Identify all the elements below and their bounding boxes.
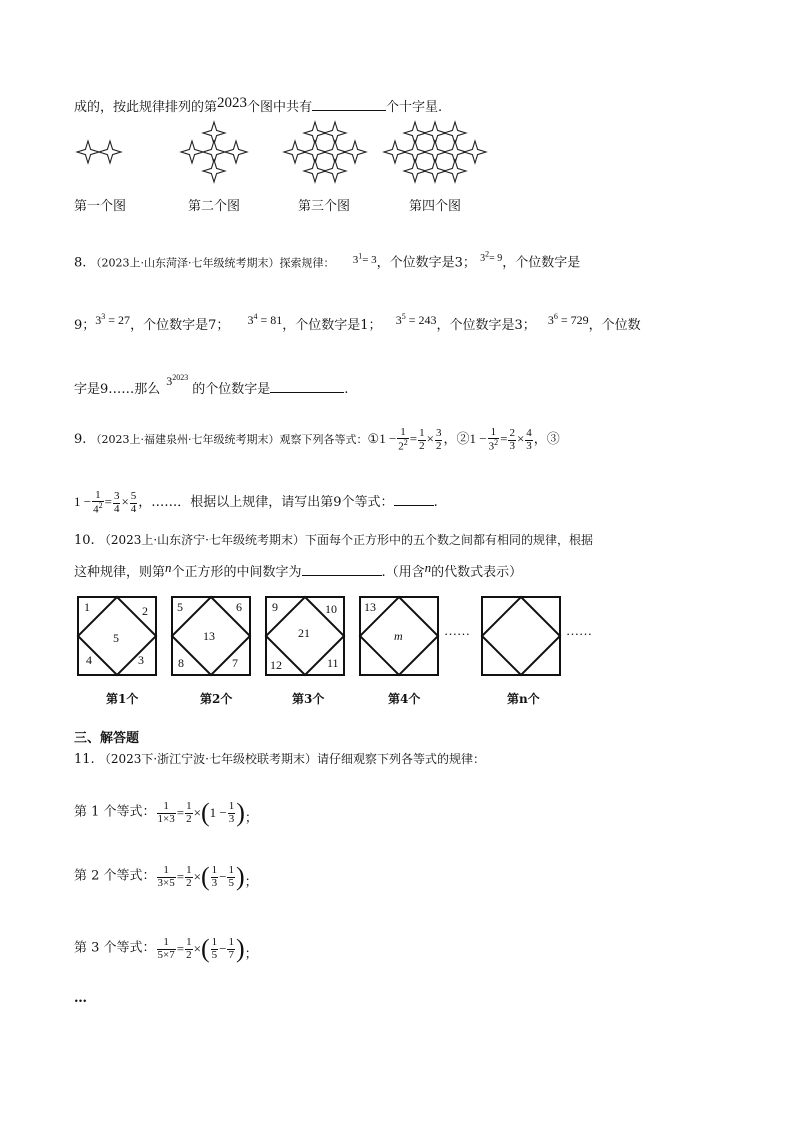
sq2-top-right: 6: [236, 600, 242, 614]
star-icon: [324, 160, 346, 182]
square-n-outline: [482, 597, 560, 675]
q11-eq-3-row: [74, 928, 258, 975]
star-icon: [225, 141, 247, 163]
q9-l2-tail: ，……．根据以上规律，请写出第9个等式：: [138, 495, 394, 510]
q10-source: （2023上·山东济宁·七年级统考期末）下面每个正方形中的五个数之间都有相同的规律，根据: [98, 533, 593, 547]
q11-number: 11.: [74, 752, 95, 767]
star-icon: [181, 141, 203, 163]
sq3-bottom-right: 11: [327, 656, 339, 670]
star-icon: [344, 141, 366, 163]
q8-eq-2: 32= 9: [480, 249, 503, 264]
q10-number: 10.: [74, 533, 95, 548]
q11-eq-1-semi: ；: [244, 811, 258, 826]
figure-label-4: 第四个图: [409, 199, 462, 214]
square-3-label: 第3个: [292, 692, 325, 706]
q11-eq-3-label: 第 3 个等式：: [74, 940, 156, 956]
q8-line-1: [74, 249, 581, 271]
star-icon: [99, 141, 121, 163]
section-heading: 三、解答题: [74, 731, 140, 746]
q8-line-3: [74, 373, 349, 397]
q8-text-1: ，个位数字是3；: [376, 255, 476, 271]
sq3-top-left: 9: [272, 600, 278, 614]
q10-answer-blank: [302, 565, 382, 576]
figure-label-2: 第二个图: [188, 199, 241, 214]
q8-eq-3: $3^3 = 27$: [95, 312, 131, 327]
q11-eq-2-row: [74, 856, 258, 903]
q7-text-end: 个十字星.: [386, 100, 443, 115]
sq2-center: 13: [203, 629, 215, 643]
star-icon: [203, 160, 225, 182]
q8-text-5: ，个位数字是3；: [436, 318, 536, 333]
q11-eq-2-label: 第 2 个等式：: [74, 868, 156, 884]
sq3-top-right: 10: [325, 602, 337, 616]
q8-l3-start: 字是9……那么: [74, 382, 161, 397]
q10-line-2: [74, 560, 523, 580]
q9-answer-blank: [394, 495, 434, 506]
q11-eq-2: $\frac{1}{3\times 5}$ = $\frac{1}{2}$ ×( $\frac{1}{3}$ − $\frac{1}{5}$ ): [157, 862, 245, 892]
sq3-center: 21: [298, 626, 310, 640]
figure-1-stars: [77, 141, 121, 163]
sq4-center: m: [394, 629, 403, 643]
q11-eq-1-label: 第 1 个等式：: [74, 804, 156, 820]
q9-eq-2: 1 − $\frac{1}{3^2}$ = $\frac{2}{3}$ × $\frac{4}{3}$: [469, 425, 532, 453]
q9-circle-3: ，③: [533, 432, 560, 447]
q8-eq-6: $3^6 = 729$: [547, 312, 589, 327]
q10-l2-d: 的代数式表示）: [431, 565, 523, 580]
star-icon: [464, 141, 486, 163]
q8-l2-start: 9；: [74, 318, 96, 333]
q11-eq-1-row: [74, 792, 258, 839]
square-2-label: 第2个: [200, 692, 233, 706]
q11-eq-3: $\frac{1}{5\times 7}$ = $\frac{1}{2}$ ×( $\frac{1}{5}$ − $\frac{1}{7}$ ): [157, 934, 245, 964]
sq2-top-left: 5: [177, 600, 183, 614]
q8-eq-1: 31= 3: [352, 251, 377, 266]
q10-dots-2: ……: [566, 623, 592, 638]
q10-dots-1: ……: [444, 623, 470, 638]
q10-var-n-2: n: [424, 560, 432, 575]
q8-text-6: ，个位数: [588, 318, 641, 333]
q9-line-2: [74, 487, 438, 518]
q8-text-3: ，个位数字是7；: [130, 318, 230, 333]
q7-text-pre: 成的，按此规律排列的第: [74, 100, 218, 115]
q10-var-n: n: [165, 560, 172, 575]
sq3-bottom-left: 12: [270, 658, 282, 672]
q11-line-1: [74, 753, 485, 766]
q8-eq-5: $3^5 = 243$: [395, 312, 437, 327]
q11-ellipsis: …: [74, 991, 87, 1006]
q9-number: 9.: [74, 432, 87, 447]
q8-answer-blank: [270, 382, 344, 393]
square-4-label: 第4个: [388, 692, 421, 706]
star-icon: [77, 141, 99, 163]
q8-text-4: ，个位数字是1；: [282, 318, 382, 333]
square-n-label: 第n个: [507, 692, 540, 706]
sq4-top-left: 13: [364, 600, 376, 614]
q10-l2-c: .（用含: [381, 565, 425, 580]
sq1-top-left: 1: [84, 600, 90, 614]
figure-4-stars: [384, 122, 486, 182]
q7-text-post: 个图中共有: [247, 100, 313, 115]
figure-label-1: 第一个图: [74, 199, 127, 214]
q7-text-line: [74, 95, 443, 115]
q8-text-2: ，个位数字是: [502, 255, 581, 271]
q10-line-1: [74, 534, 593, 547]
square-1-label: 第1个: [106, 692, 139, 706]
q11-source: （2023下·浙江宁波·七年级校联考期末）请仔细观察下列各等式的规律：: [98, 752, 485, 766]
q9-circle-2: ，②: [443, 432, 470, 447]
sq1-bottom-left: 4: [86, 653, 92, 667]
sq1-center: 5: [113, 631, 119, 645]
q8-l3-end: 的个位数字是: [192, 382, 271, 397]
q9-eq-1: 1 − $\frac{1}{2^2}$ = $\frac{1}{2}$ × $\frac{3}{2}$: [379, 425, 442, 453]
q9-line-1: [74, 424, 560, 455]
q10-l2-a: 这种规律，则第: [74, 565, 166, 580]
q8-period: .: [344, 382, 349, 397]
star-icon: [444, 160, 466, 182]
q11-eq-3-semi: ；: [244, 947, 258, 962]
q8-source: （2023上·山东菏泽·七年级统考期末）探索规律：: [90, 256, 335, 270]
q9-circle-1: ①: [367, 432, 380, 447]
q9-period: .: [433, 495, 438, 510]
sq2-bottom-left: 8: [178, 656, 184, 670]
figure-2-stars: [181, 122, 247, 182]
q8-eq-4: $3^4 = 81$: [247, 312, 283, 327]
q7-star-figures: [70, 120, 490, 190]
square-n-diamond: [482, 597, 560, 675]
q8-number: 8.: [74, 255, 87, 271]
sq1-top-right: 2: [142, 604, 148, 618]
sq1-bottom-right: 3: [138, 653, 144, 667]
q8-line-2: [74, 312, 641, 333]
q9-source: （2023上·福建泉州·七年级统考期末）观察下列各等式：: [90, 433, 368, 446]
figure-3-stars: [284, 122, 366, 182]
sq2-bottom-right: 7: [232, 656, 238, 670]
q9-eq-3: 1 − $\frac{1}{4^2}$ = $\frac{3}{4}$ × $\frac{5}{4}$: [74, 488, 137, 516]
q11-eq-1: $\frac{1}{1\times 3}$ = $\frac{1}{2}$ ×(1 − $\frac{1}{3}$ ): [157, 798, 245, 828]
figure-label-3: 第三个图: [298, 199, 351, 214]
q10-squares-figure: [76, 595, 606, 677]
q7-answer-blank: [312, 100, 386, 111]
q11-eq-2-semi: ；: [244, 875, 258, 890]
q8-power-question: $3^{2023}$: [166, 373, 189, 388]
q10-l2-b: 个正方形的中间数字为: [171, 565, 302, 580]
q7-number: 2023: [217, 95, 248, 111]
